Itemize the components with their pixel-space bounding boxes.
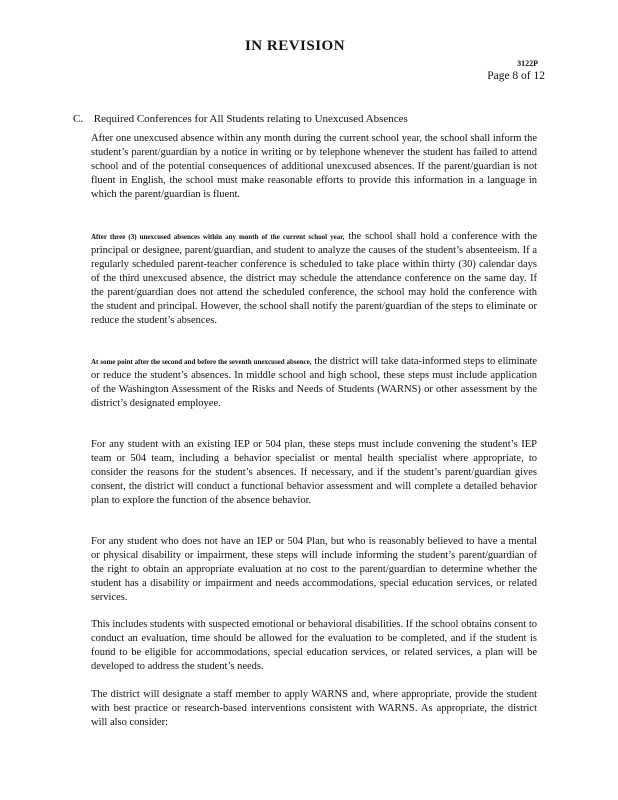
- paragraph-lead: At some point after the second and before the seventh unexcused absence,: [91, 358, 312, 366]
- section-letter: C.: [73, 113, 84, 125]
- paragraph-warns-staff: The district will designate a staff member to apply WARNS and, where appropriate, provide the student with best practice or research-based interventions consistent with WARNS. As appropriate, the district will also consider:: [91, 689, 537, 728]
- page-title: IN REVISION: [244, 38, 346, 54]
- paragraph-second-to-seventh-absence: [91, 355, 537, 411]
- paragraph-three-unexcused-absences: [91, 230, 537, 328]
- paragraph-iep-504-students: For any student with an existing IEP or 504 plan, these steps must include convening the student’s IEP team or 504 team, including a behavior specialist or mental health specialist where appropriate, to consider the reasons for the student’s absences. If necessary, and if the student’s parent/guardian gives consent, the district will conduct a functional behavior assessment and will complete a detailed behavior plan to explore the function of the absence behavior.: [91, 439, 537, 506]
- paragraph-no-iep-students: For any student who does not have an IEP or 504 Plan, but who is reasonably believed to have a mental or physical disability or impairment, these steps will include informing the student’s parent/guardian of the right to obtain an appropriate evaluation at no cost to the parent/guardian to determine whether the student has a disability or impairment and needs accommodations, special education services, or related services.: [91, 536, 537, 603]
- paragraph-body: the district will take data-informed steps to eliminate or reduce the student’s absences. In middle school and high school, these steps must include application of the Washington Assessment of the Risks and Needs of Students (WARNS) or other assessment by the district’s designated employee.: [91, 356, 537, 409]
- paragraph-emotional-behavioral: This includes students with suspected emotional or behavioral disabilities. If the school obtains consent to conduct an evaluation, time should be allowed for the evaluation to be completed, and if the student is found to be eligible for accommodations, special education services, or related services, a plan will be developed to address the student’s needs.: [91, 619, 537, 672]
- policy-code: 3122P: [517, 59, 538, 68]
- paragraph-lead: After three (3) unexcused absences within any month of the current school year,: [91, 233, 345, 241]
- paragraph-body: the school shall hold a conference with the principal or designee, parent/guardian, and student to analyze the causes of the student’s absenteeism. If a regularly scheduled parent-teacher conference is scheduled to take place within thirty (30) calendar days of the third unexcused absence, the district may schedule the attendance conference on the same day. If the parent/guardian does not attend the scheduled conference, the school may hold the conference with the student and principal. However, the school shall notify the parent/guardian of the steps to eliminate or reduce the student’s absences.: [91, 231, 537, 326]
- page-indicator: Page 8 of 12: [487, 70, 545, 82]
- section-heading-text: Required Conferences for All Students relating to Unexcused Absences: [93, 113, 408, 125]
- paragraph-one-unexcused-absence: After one unexcused absence within any month during the current school year, the school shall inform the student’s parent/guardian by a notice in writing or by telephone whenever the student has failed to attend school and of the potential consequences of additional unexcused absences. If the parent/guardian is not fluent in English, the school must make reasonable efforts to provide this information in a language in which the parent/guardian is fluent.: [91, 133, 537, 200]
- section-heading: [73, 113, 408, 125]
